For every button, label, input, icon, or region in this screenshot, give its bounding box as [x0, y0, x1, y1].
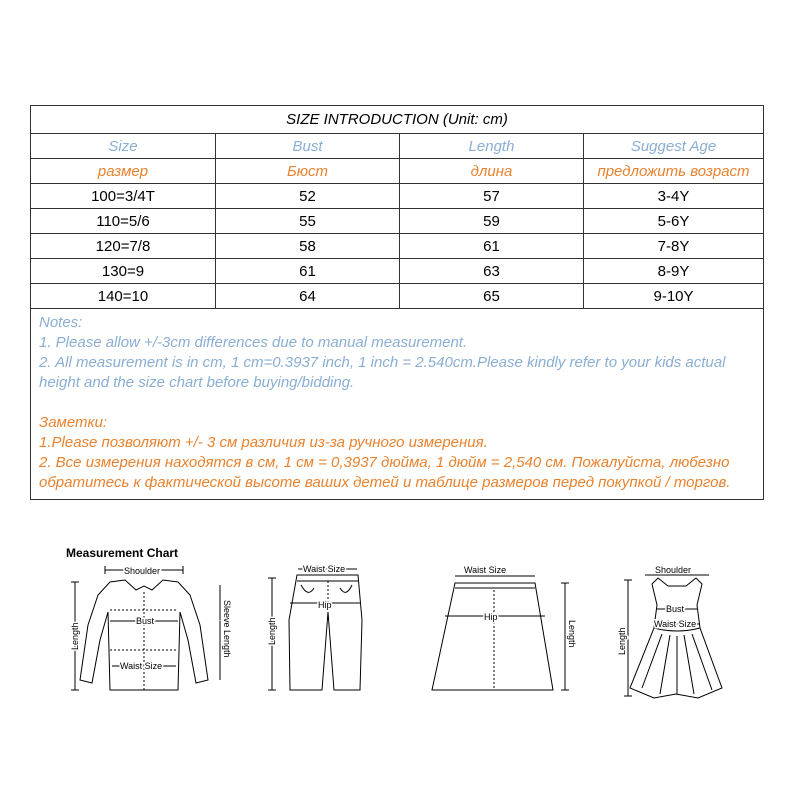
skirt-waist-label: Waist Size — [464, 565, 507, 575]
cell-bust: 52 — [216, 184, 400, 209]
pants-outline-icon — [289, 575, 362, 690]
measurement-chart-title: Measurement Chart — [66, 546, 179, 560]
cell-age: 8-9Y — [584, 259, 764, 284]
header-suggest-age: Suggest Age — [584, 134, 764, 159]
cell-bust: 55 — [216, 209, 400, 234]
header-row-en — [31, 134, 764, 159]
cell-bust: 64 — [216, 284, 400, 309]
cell-size: 100=3/4T — [31, 184, 216, 209]
notes-title-en: Notes: — [39, 314, 83, 331]
pants-waist-label: Waist Size — [303, 564, 346, 574]
cell-size: 120=7/8 — [31, 234, 216, 259]
cell-length: 59 — [400, 209, 584, 234]
table-row — [31, 184, 764, 209]
table-row — [31, 209, 764, 234]
header-age-ru: предложить возраст — [584, 159, 764, 184]
note-ru-1: 1.Please позволяют +/- 3 см различия из-за ручного измерения. — [39, 434, 488, 451]
header-bust: Bust — [216, 134, 400, 159]
note-en-2: 2. All measurement is in cm, 1 cm=0.3937 inch, 1 inch = 2.540cm.Please kindly refer to your kids actual height and the size chart before buying/bidding. — [39, 354, 726, 391]
dress-bust-label: Bust — [666, 604, 685, 614]
cell-size: 110=5/6 — [31, 209, 216, 234]
cell-age: 5-6Y — [584, 209, 764, 234]
cell-bust: 61 — [216, 259, 400, 284]
cell-age: 9-10Y — [584, 284, 764, 309]
cell-length: 63 — [400, 259, 584, 284]
header-row-ru — [31, 159, 764, 184]
header-size-ru: размер — [31, 159, 216, 184]
dress-diagram — [624, 575, 722, 698]
dress-waist-label: Waist Size — [654, 619, 697, 629]
header-bust-ru: Бюст — [216, 159, 400, 184]
table-row — [31, 259, 764, 284]
notes-title-ru: Заметки: — [39, 414, 108, 431]
pants-diagram — [268, 569, 362, 690]
cell-age: 3-4Y — [584, 184, 764, 209]
table-title: SIZE INTRODUCTION (Unit: cm) — [31, 106, 764, 134]
dress-length-label: Length — [617, 627, 627, 655]
header-size: Size — [31, 134, 216, 159]
notes-cell — [31, 309, 764, 500]
cell-length: 61 — [400, 234, 584, 259]
size-table — [30, 105, 764, 500]
cell-bust: 58 — [216, 234, 400, 259]
pants-length-label: Length — [267, 617, 277, 645]
shirt-sleeve-label: Sleeve Length — [222, 600, 232, 658]
skirt-outline-icon — [432, 583, 553, 690]
shirt-diagram — [71, 566, 220, 690]
cell-length: 57 — [400, 184, 584, 209]
measurement-chart — [0, 555, 800, 715]
cell-length: 65 — [400, 284, 584, 309]
shirt-bust-label: Bust — [136, 616, 155, 626]
cell-age: 7-8Y — [584, 234, 764, 259]
notes-row — [31, 309, 764, 500]
note-ru-2: 2. Все измерения находятся в см, 1 см = 0,3937 дюйма, 1 дюйм = 2,540 см. Пожалуйста, любезно обратитесь к фактической высоте ваших детей и таблице размеров перед покупкой / торгов. — [39, 454, 731, 491]
table-row — [31, 284, 764, 309]
table-title-row — [31, 106, 764, 134]
shirt-length-label: Length — [70, 622, 80, 650]
shirt-shoulder-label: Shoulder — [124, 566, 161, 576]
note-en-1: 1. Please allow +/-3cm differences due to manual measurement. — [39, 334, 468, 351]
dress-shoulder-label: Shoulder — [655, 565, 692, 575]
table-row — [31, 234, 764, 259]
cell-size: 140=10 — [31, 284, 216, 309]
pants-hip-label: Hip — [318, 600, 332, 610]
shirt-waist-label: Waist Size — [120, 661, 163, 671]
header-length-ru: длина — [400, 159, 584, 184]
skirt-diagram — [432, 576, 569, 690]
skirt-length-label: Length — [567, 620, 577, 648]
skirt-hip-label: Hip — [484, 612, 498, 622]
cell-size: 130=9 — [31, 259, 216, 284]
header-length: Length — [400, 134, 584, 159]
